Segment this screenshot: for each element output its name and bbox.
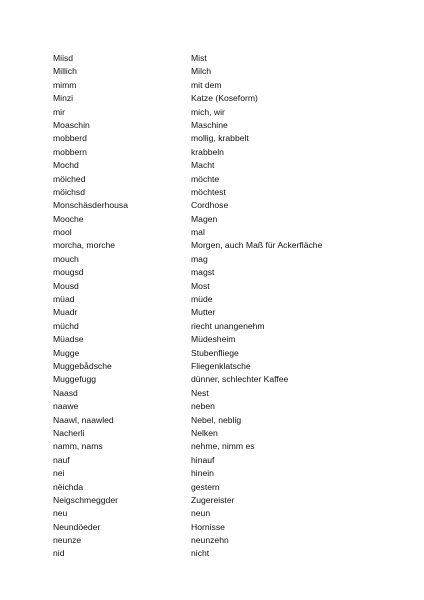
glossary-entry [53,132,373,145]
glossary-entry [53,521,373,534]
standard-german-meaning: nicht [191,548,210,559]
standard-german-meaning: mag [191,253,208,264]
dialect-term: namm, nams [53,441,103,452]
glossary-entry [53,199,373,212]
glossary-entry [53,547,373,560]
dialect-term: möichsd [53,186,85,197]
standard-german-meaning: Zugereister [191,494,235,505]
dialect-term: Miisd [53,53,74,63]
dialect-term: nid [53,548,65,559]
glossary-entry [53,293,373,306]
dialect-term: nei [53,468,65,479]
glossary-entry [53,159,373,172]
glossary-entry [53,119,373,132]
standard-german-meaning: mit dem [191,79,222,90]
standard-german-meaning: mal [191,227,205,238]
dialect-term: nëichda [53,481,84,492]
dialect-term: Minzi [53,93,74,104]
glossary-list [53,52,373,561]
glossary-entry [53,280,373,293]
standard-german-meaning: Nelken [191,427,218,438]
dialect-term: Mugge [53,347,80,358]
dialect-term: Nacherli [53,427,85,438]
glossary-entry [53,427,373,440]
standard-german-meaning: Nebel, neblig [191,414,242,425]
dialect-term: möiched [53,173,86,184]
standard-german-meaning: Milch [191,66,212,77]
standard-german-meaning: Katze (Koseform) [191,93,258,104]
standard-german-meaning: Maschine [191,119,228,130]
glossary-entry [53,387,373,400]
standard-german-meaning: müde [191,294,213,305]
standard-german-meaning: Macht [191,160,215,171]
standard-german-meaning: Müdesheim [191,334,236,345]
dialect-term: mool [53,227,72,238]
standard-german-meaning: Mutter [191,307,216,318]
standard-german-meaning: hinauf [191,454,215,465]
standard-german-meaning: hinein [191,468,214,479]
glossary-entry [53,440,373,453]
dialect-term: müad [53,294,75,305]
glossary-entry [53,320,373,333]
glossary-entry [53,106,373,119]
dialect-term: Naasd [53,387,78,398]
dialect-term: Naawl, naawled [53,414,114,425]
glossary-entry [53,534,373,547]
glossary-entry [53,373,373,386]
glossary-entry [53,454,373,467]
glossary-entry [53,347,373,360]
glossary-entry [53,79,373,92]
standard-german-meaning: gestern [191,481,220,492]
standard-german-meaning: mollig, krabbelt [191,133,249,144]
dialect-term: mimm [53,79,77,90]
dialect-term: neu [53,508,68,519]
standard-german-meaning: nehme, nimm es [191,441,255,452]
glossary-entry [53,481,373,494]
glossary-entry [53,146,373,159]
glossary-entry [53,92,373,105]
standard-german-meaning: möchte [191,173,220,184]
standard-german-meaning: Cordhose [191,200,229,211]
dialect-term: mir [53,106,65,117]
standard-german-meaning: riecht unangenehm [191,320,265,331]
dialect-term: Mooche [53,213,84,224]
glossary-entry [53,52,373,65]
standard-german-meaning: Mist [191,53,207,63]
standard-german-meaning: Stubenfliege [191,347,239,358]
dialect-term: mouch [53,253,79,264]
dialect-term: Muadr [53,307,78,318]
glossary-entry [53,306,373,319]
dialect-term: mougsd [53,267,84,278]
dialect-term: naawe [53,401,79,412]
dialect-term: Neundöeder [53,521,101,532]
dialect-term: Muggebådsche [53,360,112,371]
glossary-entry [53,226,373,239]
standard-german-meaning: Nest [191,387,209,398]
glossary-entry [53,414,373,427]
dialect-term: Moaschin [53,119,90,130]
glossary-entry [53,266,373,279]
standard-german-meaning: neun [191,508,211,519]
dialect-term: mobberd [53,133,87,144]
standard-german-meaning: Magen [191,213,218,224]
dialect-term: müchd [53,320,79,331]
glossary-entry [53,65,373,78]
dialect-term: neunze [53,535,82,546]
standard-german-meaning: Hornisse [191,521,225,532]
dialect-term: Millich [53,66,77,77]
glossary-entry [53,186,373,199]
dialect-term: Müadse [53,334,84,345]
dialect-term: morcha, morche [53,240,116,251]
dialect-term: nauf [53,454,70,465]
standard-german-meaning: neunzehn [191,535,229,546]
standard-german-meaning: neben [191,401,215,412]
glossary-entry [53,467,373,480]
glossary-entry [53,173,373,186]
standard-german-meaning: möchtest [191,186,226,197]
glossary-entry [53,253,373,266]
standard-german-meaning: krabbeln [191,146,224,157]
dialect-term: Monschäsderhousa [53,200,129,211]
dialect-term: Mochd [53,160,79,171]
dialect-term: Mousd [53,280,79,291]
standard-german-meaning: Most [191,280,210,291]
glossary-entry [53,333,373,346]
glossary-entry [53,213,373,226]
glossary-entry [53,507,373,520]
glossary-entry [53,360,373,373]
dialect-term: Neigschmeggder [53,494,118,505]
dialect-term: mobbern [53,146,87,157]
glossary-entry [53,400,373,413]
standard-german-meaning: dünner, schlechter Kaffee [191,374,289,385]
standard-german-meaning: magst [191,267,215,278]
standard-german-meaning: Morgen, auch Maß für Ackerfläche [191,240,323,251]
standard-german-meaning: mich, wir [191,106,225,117]
glossary-entry [53,239,373,252]
glossary-entry [53,494,373,507]
standard-german-meaning: Fliegenklatsche [191,360,251,371]
dialect-term: Muggefugg [53,374,97,385]
